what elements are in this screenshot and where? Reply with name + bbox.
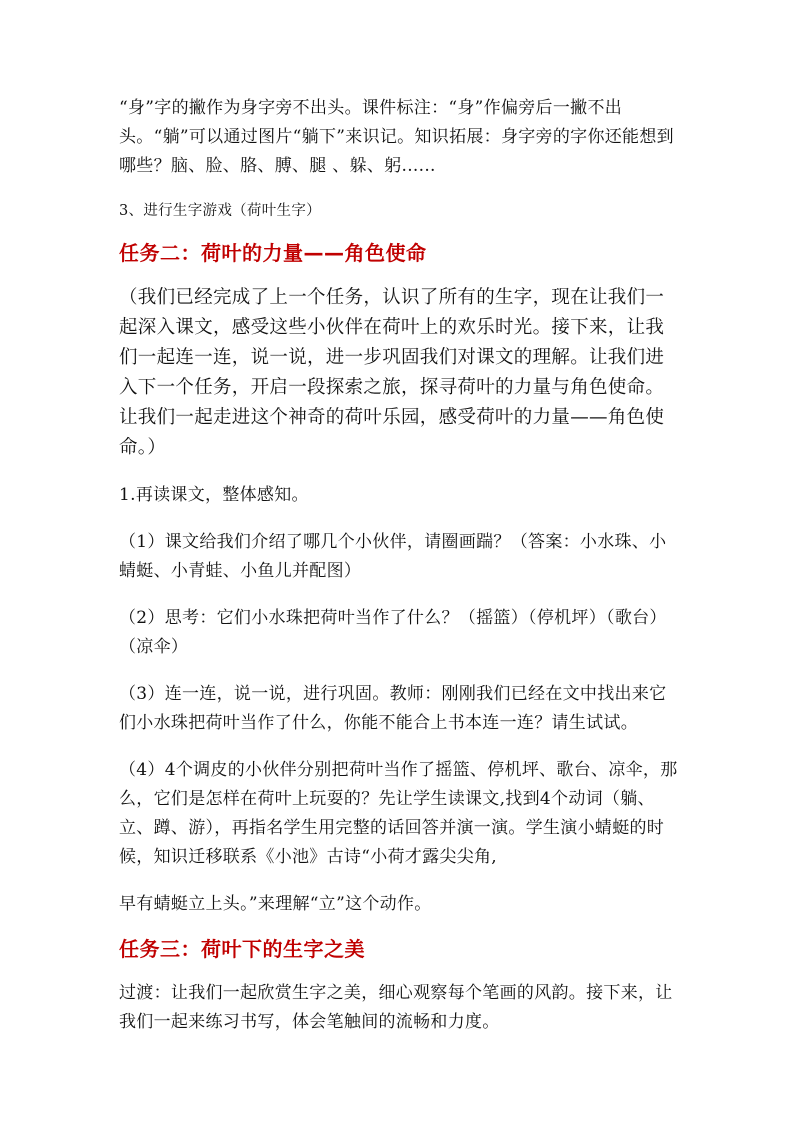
paragraph-question-2: （2）思考：它们小水珠把荷叶当作了什么？（摇篮）（停机坪）（歌台）（凉伞）: [119, 608, 667, 657]
paragraph-radical-note: “身”字的撇作为身字旁不出头。课件标注：“身”作偏旁后一撇不出头。“躺”可以通过图片“躺下”来识记。知识拓展：身字旁的字你还能想到哪些？脑、脸、胳、膊、腿 、躲、躬......: [119, 98, 674, 176]
heading-task-3: 任务三：荷叶下的生字之美: [119, 937, 365, 961]
paragraph-task-2-intro: （我们已经完成了上一个任务，认识了所有的生字，现在让我们一起深入课文，感受这些小伙伴在荷叶上的欢乐时光。接下来，让我们一起连一连，说一说，进一步巩固我们对课文的理解。让我们进入下一个任务，开启一段探索之旅，探寻荷叶的力量与角色使命。让我们一起走进这个神奇的荷叶乐园，感受荷叶的力量——角色使命。）: [119, 287, 665, 458]
document-page: [119, 94, 679, 1037]
paragraph-transition: 过渡：让我们一起欣赏生字之美，细心观察每个笔画的风韵。接下来，让我们一起来练习书写，体会笔触间的流畅和力度。: [119, 983, 673, 1032]
paragraph-reread: 1.再读课文，整体感知。: [119, 485, 309, 505]
heading-task-2: 任务二：荷叶的力量——角色使命: [119, 241, 427, 265]
paragraph-question-3: （3）连一连，说一说，进行巩固。教师：刚刚我们已经在文中找出来它们小水珠把荷叶当作了什么，你能不能合上书本连一连？请生试试。: [119, 684, 667, 733]
paragraph-step-3: 3、进行生字游戏（荷叶生字）: [119, 203, 321, 219]
paragraph-question-4: （4）4个调皮的小伙伴分别把荷叶当作了摇篮、停机坪、歌台、凉伞，那么，它们是怎样在荷叶上玩耍的？先让学生读课文,找到4个动词（躺、立、蹲、游），再指名学生用完整的话回答并演一演。学生演小蜻蜓的时候，知识迁移联系《小池》古诗“小荷才露尖尖角,: [119, 760, 678, 867]
paragraph-poem-line: 早有蜻蜓立上头。”来理解“立”这个动作。: [119, 894, 432, 914]
paragraph-question-1: （1）课文给我们介绍了哪几个小伙伴，请圈画踹？（答案：小水珠、小蜻蜓、小青蛙、小鱼儿并配图）: [119, 532, 667, 581]
